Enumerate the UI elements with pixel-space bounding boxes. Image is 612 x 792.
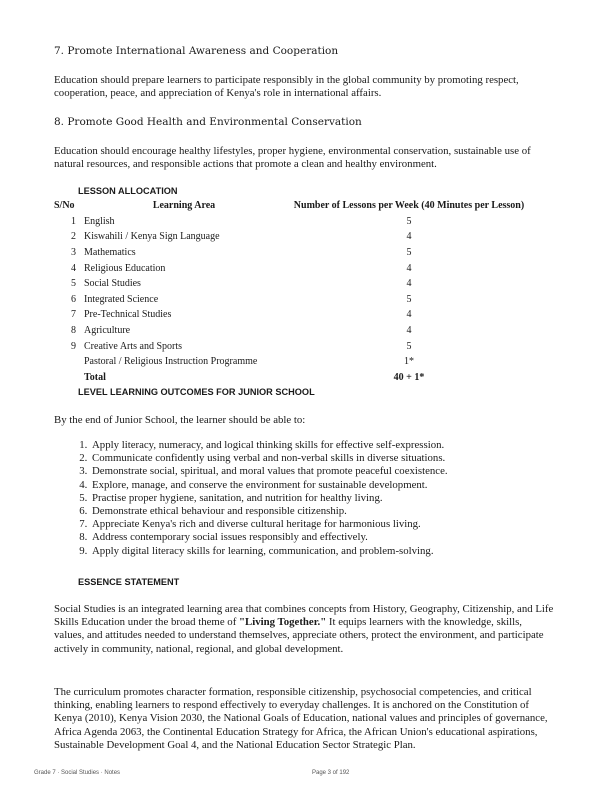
essence-paragraph-1 xyxy=(54,603,554,656)
row-learning-area: Agriculture xyxy=(84,325,131,337)
row-lessons: 5 xyxy=(406,215,412,227)
row-lessons: 4 xyxy=(406,325,412,337)
table-row xyxy=(54,245,534,261)
essence-p1-theme: "Living Together." xyxy=(239,616,327,629)
row-sn: 8 xyxy=(71,325,76,337)
row-lessons: 4 xyxy=(406,309,412,321)
row-learning-area: Creative Arts and Sports xyxy=(84,340,183,352)
table-row xyxy=(54,260,534,276)
row-sn: 3 xyxy=(71,247,76,259)
row-lessons: 5 xyxy=(406,340,412,352)
essence-p1-text-a: Social Studies is an integrated learning area that combines concepts from History, Geography, Citizenship, and Life Skills Education under the broad theme of xyxy=(54,603,554,629)
table-row xyxy=(54,292,534,308)
row-sn: 5 xyxy=(71,278,76,290)
header-learning-area: Learning Area xyxy=(152,200,216,212)
total-sn xyxy=(54,370,80,386)
header-sn: S/No xyxy=(54,200,75,212)
section-7-body: Education should prepare learners to participate responsibly in the global community by promoting respect, cooperation, peace, and appreciation of Kenya's role in international affairs. xyxy=(54,74,519,100)
outcome-item: 8. Address contemporary social issues responsibly and effectively. xyxy=(90,531,550,544)
section-8-body: Education should encourage healthy lifestyles, proper hygiene, environmental conservation, sustainable use of natural resources, and responsible actions that promote a clean and healthy environment. xyxy=(54,145,531,171)
row-sn: 2 xyxy=(71,231,76,243)
table-row xyxy=(54,307,534,323)
table-row xyxy=(54,323,534,339)
lesson-allocation-rows xyxy=(54,214,534,386)
outcomes-intro: By the end of Junior School, the learner should be able to: xyxy=(54,414,306,426)
row-learning-area: Social Studies xyxy=(84,278,141,290)
outcome-item: 4. Explore, manage, and conserve the environment for sustainable development. xyxy=(90,479,550,492)
outcome-item: 7. Appreciate Kenya's rich and diverse cultural heritage for harmonious living. xyxy=(90,518,550,531)
outcomes-title: LEVEL LEARNING OUTCOMES FOR JUNIOR SCHOOL xyxy=(78,387,315,397)
lesson-allocation-title: LESSON ALLOCATION xyxy=(78,186,178,196)
outcome-item: 2. Communicate confidently using verbal and non-verbal skills in diverse situations. xyxy=(90,452,550,465)
outcome-item: 3. Demonstrate social, spiritual, and moral values that promote peaceful coexistence. xyxy=(90,465,550,478)
lesson-allocation-table xyxy=(54,198,534,385)
outcome-item: 6. Demonstrate ethical behaviour and responsible citizenship. xyxy=(90,505,550,518)
row-sn: 7 xyxy=(71,309,76,321)
row-lessons: 4 xyxy=(406,278,412,290)
row-learning-area: Pastoral / Religious Instruction Programme xyxy=(84,356,258,368)
total-label: Total xyxy=(84,371,106,383)
table-row xyxy=(54,229,534,245)
row-learning-area: English xyxy=(84,215,115,227)
table-row xyxy=(54,338,534,354)
section-8-heading: 8. Promote Good Health and Environmental Conservation xyxy=(54,116,362,128)
outcome-item: 9. Apply digital literacy skills for learning, communication, and problem-solving. xyxy=(90,545,550,558)
essence-p1-text-b: It equips learners with the knowledge, skills, values, and attitudes needed to understand themselves, appreciate others, protect the environment, and participate actively in community, national, regional, and global development. xyxy=(54,616,544,655)
row-lessons: 1* xyxy=(404,356,414,368)
row-learning-area: Pre-Technical Studies xyxy=(84,309,172,321)
row-learning-area: Religious Education xyxy=(84,262,166,274)
outcomes-list xyxy=(54,439,550,558)
row-learning-area: Kiswahili / Kenya Sign Language xyxy=(84,231,220,243)
row-sn: 6 xyxy=(71,293,76,305)
essence-paragraph-2: The curriculum promotes character formation, responsible citizenship, psychosocial competencies, and critical thinking, enabling learners to respond effectively to everyday challenges. It is anchored on the Constitution of Kenya (2010), Kenya Vision 2030, the National Goals of Education, national values and principles of governance, Africa Agenda 2063, the Continental Education Strategy for Africa, the African Union's educational aspirations, Sustainable Development Goal 4, and the National Education Sector Strategic Plan. xyxy=(54,686,548,751)
row-lessons: 4 xyxy=(406,262,412,274)
footer-page-number: Page 3 of 192 xyxy=(312,770,350,776)
footer-document-label: Grade 7 · Social Studies · Notes xyxy=(34,770,121,776)
table-row xyxy=(54,276,534,292)
row-learning-area: Mathematics xyxy=(84,247,136,259)
table-row xyxy=(54,354,534,370)
outcome-item: 1. Apply literacy, numeracy, and logical thinking skills for effective self-expression. xyxy=(90,439,550,452)
total-value: 40 + 1* xyxy=(393,371,425,383)
row-sn: 1 xyxy=(71,215,76,227)
row-lessons: 4 xyxy=(406,231,412,243)
row-lessons: 5 xyxy=(406,293,412,305)
row-learning-area: Integrated Science xyxy=(84,293,159,305)
table-total-row xyxy=(54,370,534,386)
row-lessons: 5 xyxy=(406,247,412,259)
row-sn: 4 xyxy=(71,262,76,274)
section-7-heading: 7. Promote International Awareness and Cooperation xyxy=(54,45,339,57)
table-header-row xyxy=(54,198,534,214)
table-row xyxy=(54,214,534,230)
header-lessons-per-week: Number of Lessons per Week (40 Minutes per Lesson) xyxy=(293,200,525,212)
outcome-item: 5. Practise proper hygiene, sanitation, and nutrition for healthy living. xyxy=(90,492,550,505)
row-sn xyxy=(54,354,80,370)
row-sn: 9 xyxy=(71,340,76,352)
essence-title: ESSENCE STATEMENT xyxy=(78,577,180,587)
